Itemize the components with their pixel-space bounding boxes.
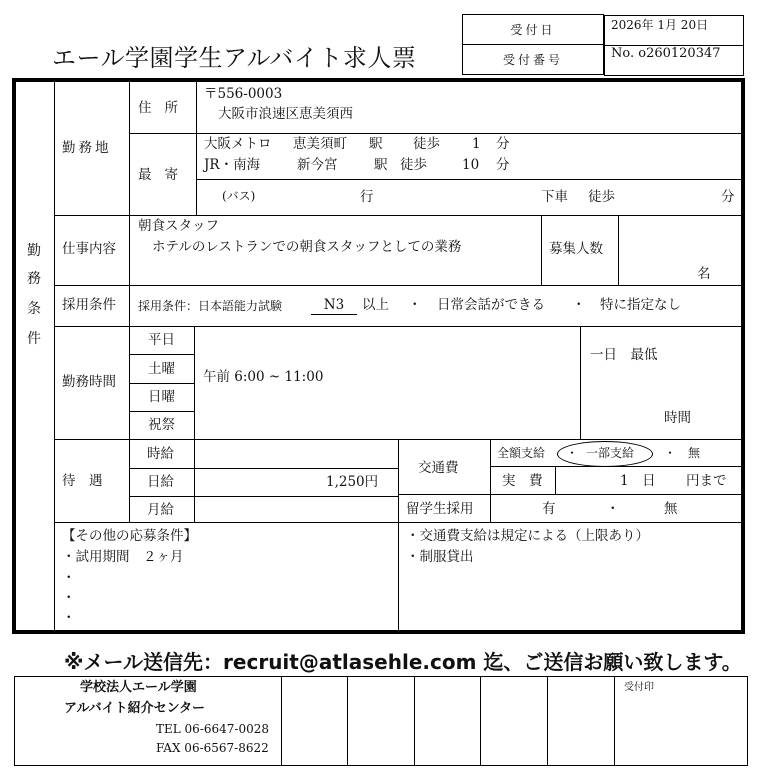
minimum-hours-unit: 時間 xyxy=(664,410,691,426)
minutes-unit: 分 xyxy=(496,157,510,173)
other-item: ・ xyxy=(62,570,76,586)
address-label: 住所 xyxy=(138,100,191,116)
divider xyxy=(196,82,197,215)
line2-minutes: 10 xyxy=(462,157,480,173)
other-heading: 【その他の応募条件】 xyxy=(62,528,197,544)
divider xyxy=(618,216,619,285)
actual-cost-label: 実 費 xyxy=(502,473,543,489)
requirement-item: 日常会話ができる xyxy=(437,297,545,313)
divider xyxy=(547,676,548,766)
location-label: 勤務地 xyxy=(62,140,112,156)
org-center: アルバイト紹介センター xyxy=(64,701,206,716)
separator: ・ xyxy=(572,297,586,313)
divider xyxy=(347,676,348,766)
divider xyxy=(54,215,741,216)
divider xyxy=(414,676,415,766)
divider xyxy=(54,439,741,440)
transport-partial: 一部支給 xyxy=(586,446,635,460)
job-label: 仕事内容 xyxy=(62,241,116,257)
divider xyxy=(541,216,542,285)
document-title: エール学園学生アルバイト求人票 xyxy=(52,44,417,72)
transport-label: 交通費 xyxy=(418,460,459,476)
postal-code: 〒556-0003 xyxy=(204,86,283,102)
pay-type: 時給 xyxy=(147,446,174,462)
level-suffix: 以上 xyxy=(362,297,389,313)
transport-none: 無 xyxy=(688,446,701,460)
pay-type: 月給 xyxy=(147,502,174,518)
recruit-label: 募集人数 xyxy=(549,241,603,257)
transport-full: 全額支給 xyxy=(497,446,546,460)
hourly-wage: 1,250円 xyxy=(326,474,379,490)
requirements-prefix: 採用条件：日本語能力試験 xyxy=(138,299,283,313)
line2-station: 新今宮 xyxy=(297,157,338,173)
requirement-item: 特に指定なし xyxy=(600,297,681,313)
pay-type: 日給 xyxy=(147,474,174,490)
per-day: 1 日 xyxy=(620,473,656,489)
stamp-label: 受付印 xyxy=(624,682,654,693)
line1-station: 恵美須町 xyxy=(293,136,347,152)
divider xyxy=(54,82,55,630)
other-item: ・試用期間 ２ヶ月 xyxy=(62,549,184,565)
address: 大阪市浪速区恵美須西 xyxy=(218,106,353,122)
section-label-char: 条 xyxy=(27,301,41,317)
receipt-date-label: 受付日 xyxy=(463,15,604,45)
jlpt-level: N3 xyxy=(311,299,357,315)
minutes-unit: 分 xyxy=(496,136,510,152)
intl-no: 無 xyxy=(664,501,678,517)
divider xyxy=(614,676,615,766)
station-suffix: 駅 xyxy=(369,136,383,152)
divider xyxy=(194,326,195,522)
bus-minutes-unit: 分 xyxy=(721,189,735,205)
receipt-table xyxy=(462,14,721,75)
separator: ・ xyxy=(664,446,677,460)
recruit-unit: 名 xyxy=(697,266,711,282)
divider xyxy=(129,411,194,412)
selected-circle xyxy=(557,441,653,467)
divider xyxy=(129,468,398,469)
divider xyxy=(129,354,194,355)
divider xyxy=(480,676,481,766)
divider xyxy=(555,466,556,494)
bus-label: (バス) xyxy=(222,189,256,203)
divider xyxy=(54,326,741,327)
walk-label: 徒歩 xyxy=(413,136,440,152)
minimum-hours-label: 一日 最低 xyxy=(590,347,658,363)
separator: ・ xyxy=(566,446,579,460)
work-time: 午前 6:00 ~ 11:00 xyxy=(203,369,324,385)
divider xyxy=(54,522,741,523)
org-name: 学校法人エール学園 xyxy=(80,680,197,695)
get-off: 下車 xyxy=(541,189,568,205)
requirements-label: 採用条件 xyxy=(62,297,116,313)
job-title: 朝食スタッフ xyxy=(138,218,219,234)
divider xyxy=(281,676,282,766)
line1-minutes: 1 xyxy=(472,136,481,152)
divider xyxy=(196,179,741,180)
divider xyxy=(129,383,194,384)
other-item: ・ xyxy=(62,590,76,606)
intl-label: 留学生採用 xyxy=(406,501,474,517)
other-note: ・交通費支給は規定による（上限あり） xyxy=(406,528,649,544)
email-instruction: ※メール送信先：recruit@atlasehle.com 迄、ご送信お願い致します。 xyxy=(64,650,742,674)
divider xyxy=(129,133,741,134)
line2-rail: JR・南海 xyxy=(204,157,261,173)
fax: FAX 06-6567-8622 xyxy=(156,741,269,755)
day-type: 日曜 xyxy=(148,389,175,405)
receipt-date-value: 2026年 1月 20日 xyxy=(604,15,744,46)
separator: ・ xyxy=(408,297,422,313)
tel: TEL 06-6647-0028 xyxy=(156,722,270,736)
receipt-number-label: 受付番号 xyxy=(463,45,604,75)
upto-label: 円まで xyxy=(686,473,727,489)
divider xyxy=(398,439,399,630)
receipt-number-value: No. o260120347 xyxy=(604,45,744,76)
hours-label: 勤務時間 xyxy=(62,374,116,390)
job-description: ホテルのレストランでの朝食スタッフとしての業務 xyxy=(152,239,462,255)
station-suffix: 駅 xyxy=(374,157,388,173)
nearest-label: 最寄 xyxy=(138,167,191,183)
day-type: 祝祭 xyxy=(148,417,175,433)
walk-label: 徒歩 xyxy=(400,157,427,173)
other-note: ・制服貸出 xyxy=(406,549,474,565)
other-item: ・ xyxy=(62,610,76,626)
divider xyxy=(129,496,398,497)
day-type: 平日 xyxy=(148,332,175,348)
divider xyxy=(129,82,130,522)
section-label-char: 勤 xyxy=(27,243,41,259)
line1-rail: 大阪メトロ xyxy=(204,136,272,152)
divider xyxy=(54,285,741,286)
bus-walk: 徒歩 xyxy=(588,189,615,205)
section-label-char: 件 xyxy=(27,331,41,347)
day-type: 土曜 xyxy=(148,361,175,377)
separator: ・ xyxy=(606,501,620,517)
divider xyxy=(490,439,491,522)
divider xyxy=(580,326,581,439)
pay-label: 待 遇 xyxy=(62,473,103,489)
intl-yes: 有 xyxy=(542,501,556,517)
divider xyxy=(398,494,741,495)
section-label-char: 務 xyxy=(27,271,41,287)
bus-to: 行 xyxy=(360,189,374,205)
